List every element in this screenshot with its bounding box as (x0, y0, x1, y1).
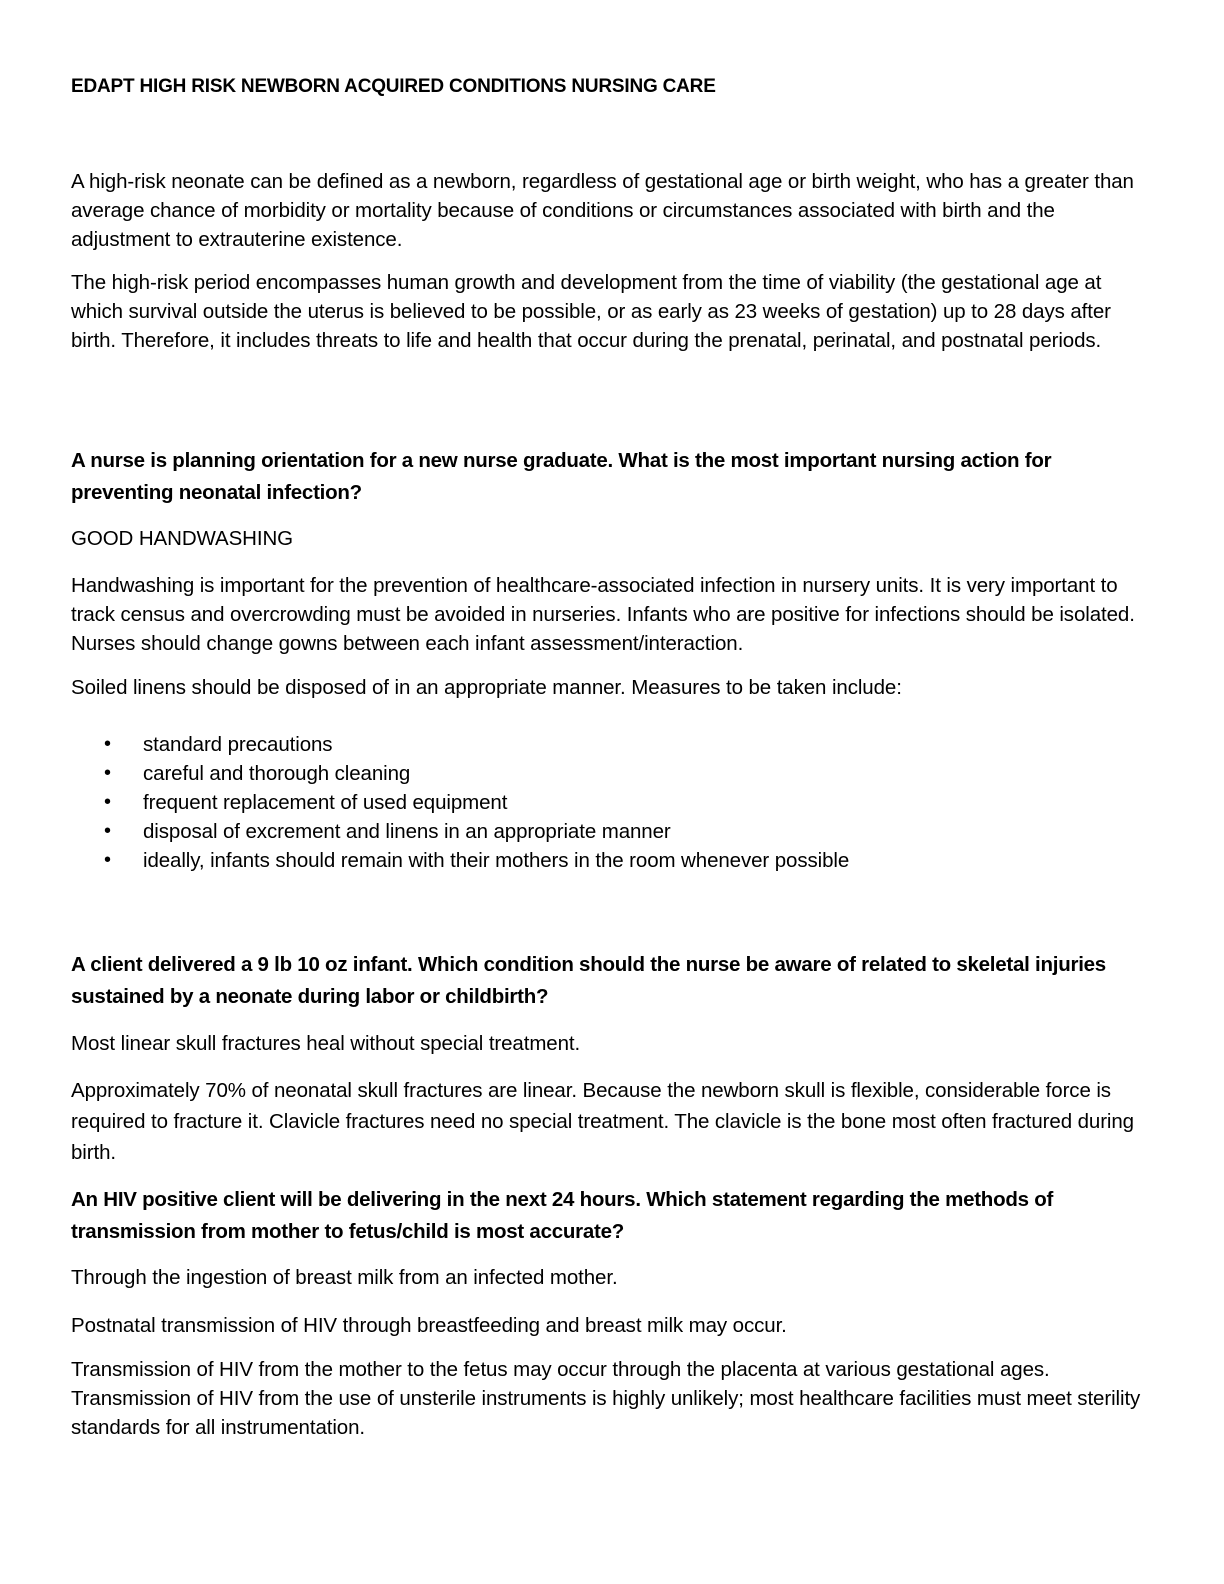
answer-3: Through the ingestion of breast milk from an infected mother. (71, 1266, 618, 1289)
explanation-1: Handwashing is important for the prevention of healthcare-associated infection in nursery units. It is very important to track census and overcrowding must be avoided in nurseries. Infants who are positive for infections should be isolated. Nurses should change gowns between each infant assessment/interaction. (71, 574, 1135, 655)
intro-paragraph-2: The high-risk period encompasses human growth and development from the time of viability (the gestational age at which survival outside the uterus is believed to be possible, or as early as 23 weeks of gestation) up to 28 days after birth. Therefore, it includes threats to life and health that occur during the prenatal, perinatal, and postnatal periods. (71, 271, 1111, 352)
explanation-3b: Transmission of HIV from the mother to the fetus may occur through the placenta at various gestational ages. Transmission of HIV from the use of unsterile instruments is highly unlikely; most healthcare facilities must meet sterility standards for all instrumentation. (71, 1358, 1141, 1439)
list-item (71, 788, 849, 817)
bullet-icon: • (104, 733, 111, 755)
bullet-icon: • (104, 820, 111, 842)
list-item (71, 730, 849, 759)
bullet-icon: • (104, 791, 111, 813)
list-item-text: ideally, infants should remain with their mothers in the room whenever possible (143, 849, 850, 872)
question-3: An HIV positive client will be delivering in the next 24 hours. Which statement regarding the methods of transmission from mother to fetus/child is most accurate? (71, 1188, 1054, 1243)
list-item-text: standard precautions (143, 733, 333, 756)
answer-1: GOOD HANDWASHING (71, 527, 294, 550)
measures-list (71, 730, 849, 875)
list-item-text: careful and thorough cleaning (143, 762, 411, 785)
bullet-icon: • (104, 762, 111, 784)
bullet-icon: • (104, 849, 111, 871)
question-1: A nurse is planning orientation for a new nurse graduate. What is the most important nursing action for preventing neonatal infection? (71, 449, 1052, 504)
intro-paragraph-1: A high-risk neonate can be defined as a newborn, regardless of gestational age or birth weight, who has a greater than average chance of morbidity or mortality because of conditions or circumstances associated with birth and the adjustment to extrauterine existence. (71, 170, 1134, 251)
list-item (71, 846, 849, 875)
question-2: A client delivered a 9 lb 10 oz infant. Which condition should the nurse be aware of related to skeletal injuries sustained by a neonate during labor or childbirth? (71, 953, 1106, 1008)
list-item-text: disposal of excrement and linens in an appropriate manner (143, 820, 671, 843)
explanation-3a: Postnatal transmission of HIV through breastfeeding and breast milk may occur. (71, 1314, 787, 1337)
list-item (71, 759, 849, 788)
list-item (71, 817, 849, 846)
list-item-text: frequent replacement of used equipment (143, 791, 508, 814)
answer-2: Most linear skull fractures heal without special treatment. (71, 1032, 581, 1055)
explanation-2: Approximately 70% of neonatal skull fractures are linear. Because the newborn skull is flexible, considerable force is required to fracture it. Clavicle fractures need no special treatment. The clavicle is the bone most often fractured during birth. (71, 1079, 1134, 1164)
document-title: EDAPT HIGH RISK NEWBORN ACQUIRED CONDITIONS NURSING CARE (71, 76, 716, 97)
measures-intro: Soiled linens should be disposed of in an appropriate manner. Measures to be taken include: (71, 676, 902, 699)
